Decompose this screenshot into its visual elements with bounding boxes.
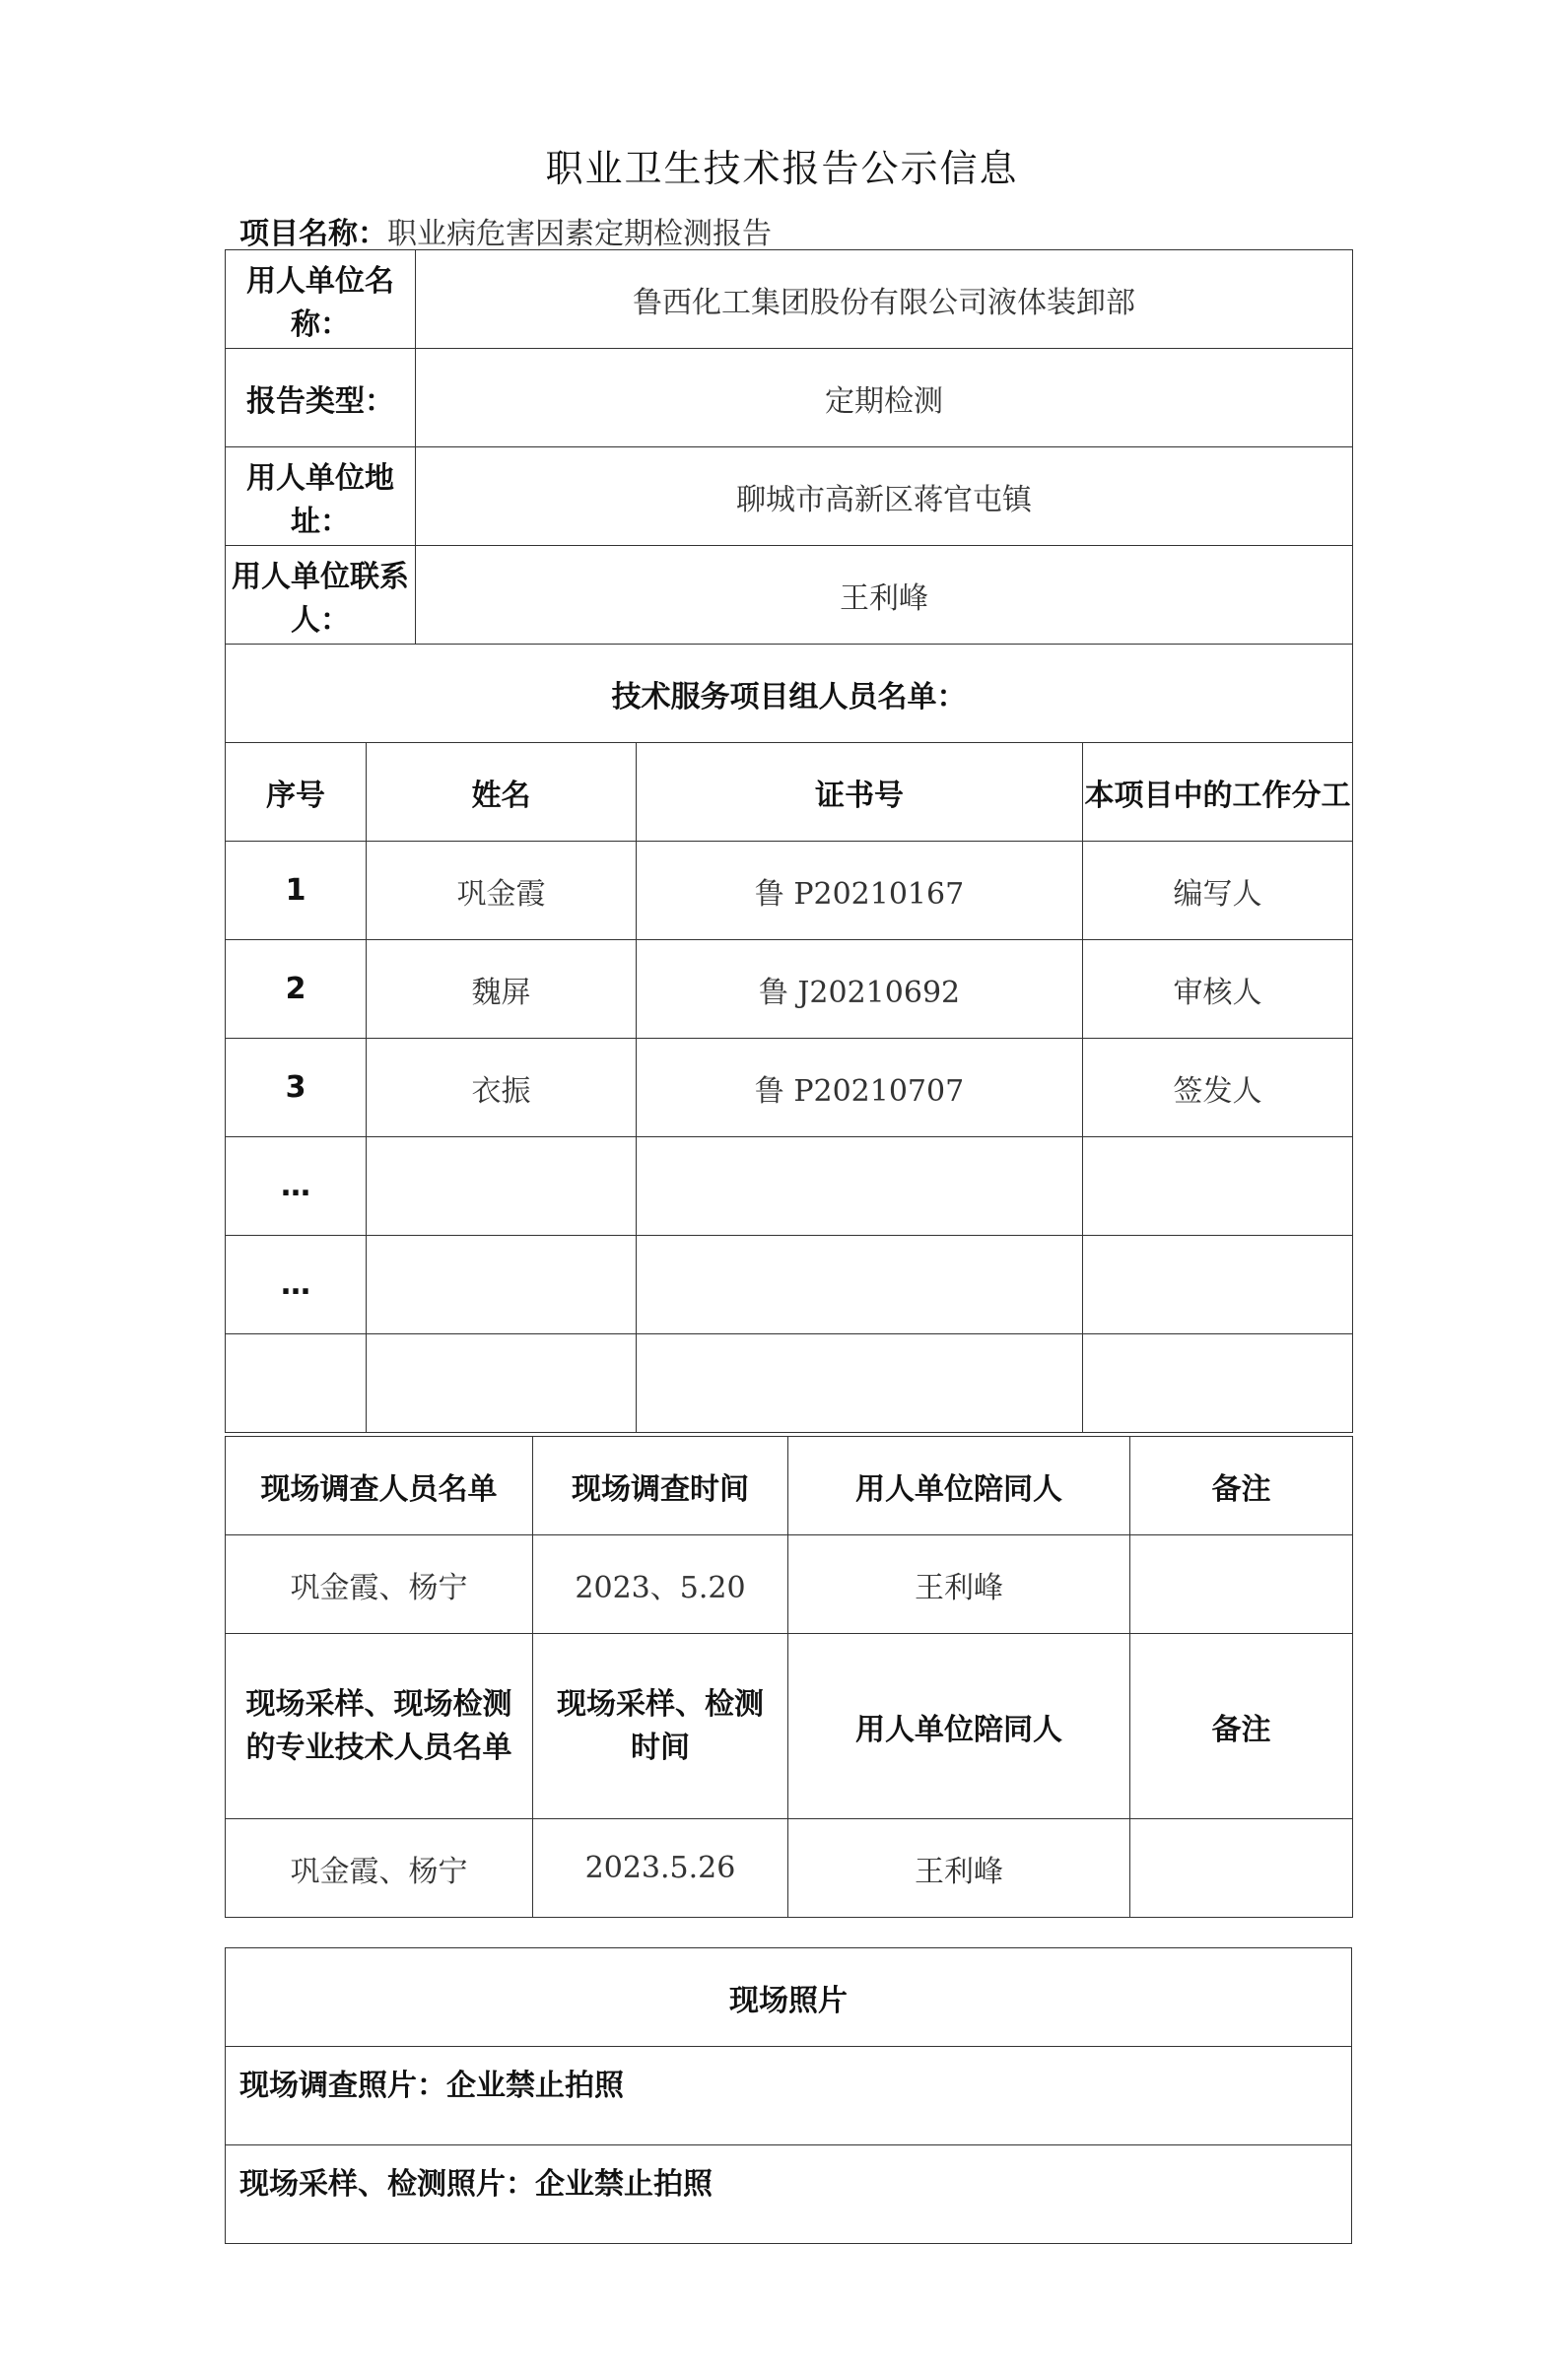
photos-heading: 现场照片 bbox=[226, 1948, 1352, 2047]
row-no: 1 bbox=[226, 842, 367, 940]
row-role: 签发人 bbox=[1083, 1039, 1353, 1137]
row-cert: 鲁 P20210707 bbox=[637, 1039, 1083, 1137]
team-heading-row bbox=[226, 645, 1353, 743]
survey-note bbox=[1130, 1535, 1353, 1634]
header-name: 姓名 bbox=[367, 743, 637, 842]
employer-name-value: 鲁西化工集团股份有限公司液体装卸部 bbox=[416, 250, 1353, 349]
sampling-escort-header: 用人单位陪同人 bbox=[788, 1634, 1130, 1819]
survey-time-header: 现场调查时间 bbox=[533, 1437, 788, 1535]
header-no: 序号 bbox=[226, 743, 367, 842]
header-role: 本项目中的工作分工 bbox=[1083, 743, 1353, 842]
row-cert bbox=[637, 1236, 1083, 1334]
row-name bbox=[367, 1137, 637, 1236]
survey-escort-header: 用人单位陪同人 bbox=[788, 1437, 1130, 1535]
project-label: 项目名称： bbox=[239, 217, 387, 251]
field-work-table bbox=[225, 1436, 1353, 1918]
table-row bbox=[226, 842, 1353, 940]
row-name bbox=[367, 1236, 637, 1334]
row-role: 编写人 bbox=[1083, 842, 1353, 940]
employer-name-label: 用人单位名称： bbox=[226, 250, 416, 349]
project-line bbox=[239, 209, 772, 252]
row-no: 3 bbox=[226, 1039, 367, 1137]
employer-address-label: 用人单位地址： bbox=[226, 447, 416, 546]
photos-heading-row bbox=[226, 1948, 1352, 2047]
photos-sampling-row bbox=[226, 2145, 1352, 2244]
survey-row bbox=[226, 1535, 1353, 1634]
sampling-photos-text: 现场采样、检测照片：企业禁止拍照 bbox=[226, 2145, 1352, 2244]
survey-header-row bbox=[226, 1437, 1353, 1535]
sampling-escort: 王利峰 bbox=[788, 1819, 1130, 1918]
table-row bbox=[226, 940, 1353, 1039]
team-header-row bbox=[226, 743, 1353, 842]
survey-photos-text: 现场调查照片：企业禁止拍照 bbox=[226, 2047, 1352, 2145]
row-name: 魏屏 bbox=[367, 940, 637, 1039]
team-heading: 技术服务项目组人员名单： bbox=[226, 645, 1353, 743]
sampling-staff-header: 现场采样、现场检测的专业技术人员名单 bbox=[226, 1634, 533, 1819]
row-role bbox=[1083, 1137, 1353, 1236]
page-title: 职业卫生技术报告公示信息 bbox=[545, 147, 1019, 190]
table-row bbox=[226, 1334, 1353, 1433]
row-no bbox=[226, 1334, 367, 1433]
row-cert bbox=[637, 1137, 1083, 1236]
sampling-row bbox=[226, 1819, 1353, 1918]
survey-time: 2023、5.20 bbox=[533, 1535, 788, 1634]
report-type-label: 报告类型： bbox=[226, 349, 416, 447]
row-name: 衣振 bbox=[367, 1039, 637, 1137]
employer-contact-label: 用人单位联系人： bbox=[226, 546, 416, 645]
row-cert: 鲁 P20210167 bbox=[637, 842, 1083, 940]
row-role bbox=[1083, 1236, 1353, 1334]
sampling-time: 2023.5.26 bbox=[533, 1819, 788, 1918]
photos-table bbox=[225, 1947, 1352, 2244]
report-type-value: 定期检测 bbox=[416, 349, 1353, 447]
row-cert bbox=[637, 1334, 1083, 1433]
sampling-note-header: 备注 bbox=[1130, 1634, 1353, 1819]
info-row bbox=[226, 546, 1353, 645]
table-row bbox=[226, 1039, 1353, 1137]
row-role: 审核人 bbox=[1083, 940, 1353, 1039]
sampling-time-header: 现场采样、检测时间 bbox=[533, 1634, 788, 1819]
header-cert: 证书号 bbox=[637, 743, 1083, 842]
row-no: … bbox=[226, 1236, 367, 1334]
info-row bbox=[226, 447, 1353, 546]
sampling-header-row bbox=[226, 1634, 1353, 1819]
row-name: 巩金霞 bbox=[367, 842, 637, 940]
project-value: 职业病危害因素定期检测报告 bbox=[387, 217, 772, 251]
report-info-table bbox=[225, 249, 1353, 1433]
table-row bbox=[226, 1236, 1353, 1334]
row-no: … bbox=[226, 1137, 367, 1236]
table-row bbox=[226, 1137, 1353, 1236]
sampling-note bbox=[1130, 1819, 1353, 1918]
survey-staff-header: 现场调查人员名单 bbox=[226, 1437, 533, 1535]
row-no: 2 bbox=[226, 940, 367, 1039]
survey-note-header: 备注 bbox=[1130, 1437, 1353, 1535]
employer-contact-value: 王利峰 bbox=[416, 546, 1353, 645]
sampling-staff: 巩金霞、杨宁 bbox=[226, 1819, 533, 1918]
info-row bbox=[226, 250, 1353, 349]
employer-address-value: 聊城市高新区蒋官屯镇 bbox=[416, 447, 1353, 546]
photos-survey-row bbox=[226, 2047, 1352, 2145]
survey-escort: 王利峰 bbox=[788, 1535, 1130, 1634]
survey-staff: 巩金霞、杨宁 bbox=[226, 1535, 533, 1634]
row-name bbox=[367, 1334, 637, 1433]
info-row bbox=[226, 349, 1353, 447]
row-role bbox=[1083, 1334, 1353, 1433]
row-cert: 鲁 J20210692 bbox=[637, 940, 1083, 1039]
